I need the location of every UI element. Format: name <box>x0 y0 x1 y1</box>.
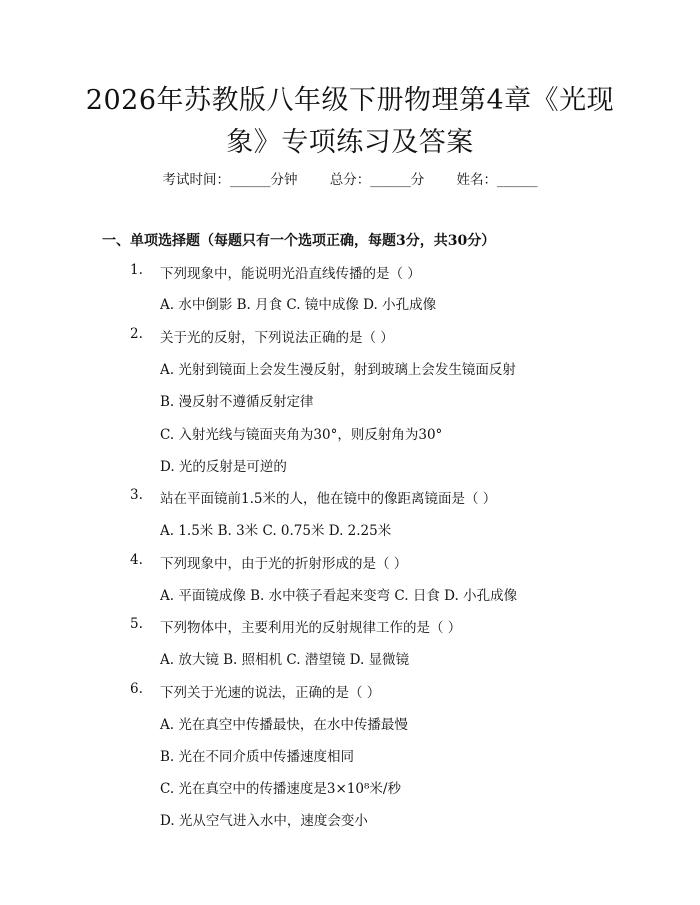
question-option: B. 漫反射不遵循反射定律 <box>160 394 314 410</box>
question-option: A. 光射到镜面上会发生漫反射，射到玻璃上会发生镜面反射 <box>160 362 516 378</box>
question-option: D. 光从空气进入水中，速度会变小 <box>160 813 368 829</box>
question-number: 4. <box>130 552 143 568</box>
total-score-field: 总分：______分 <box>329 172 425 188</box>
question-text: 关于光的反射，下列说法正确的是（ ） <box>160 330 394 346</box>
question-number: 1. <box>130 262 143 278</box>
document-title <box>60 80 640 164</box>
question-option: B. 光在不同介质中传播速度相同 <box>160 749 355 765</box>
question-number: 2. <box>130 326 143 342</box>
title-line-2: 象》专项练习及答案 <box>226 127 474 158</box>
question-option: A. 1.5米 B. 3米 C. 0.75米 D. 2.25米 <box>160 523 392 539</box>
question-number: 6. <box>130 681 143 697</box>
exam-time-field: 考试时间：______分钟 <box>162 172 298 188</box>
question-option: A. 水中倒影 B. 月食 C. 镜中成像 D. 小孔成像 <box>160 297 437 313</box>
question-option: A. 平面镜成像 B. 水中筷子看起来变弯 C. 日食 D. 小孔成像 <box>160 588 518 604</box>
question-option: C. 光在真空中的传播速度是3×10⁸米/秒 <box>160 781 401 797</box>
question-text: 下列现象中，能说明光沿直线传播的是（ ） <box>160 266 421 282</box>
exam-info-row <box>0 168 700 188</box>
question-number: 5. <box>130 616 143 632</box>
student-name-field: 姓名：______ <box>456 172 538 188</box>
question-text: 下列物体中，主要利用光的反射规律工作的是（ ） <box>160 620 462 636</box>
question-text: 下列现象中，由于光的折射形成的是（ ） <box>160 556 408 572</box>
question-option: C. 入射光线与镜面夹角为30°，则反射角为30° <box>160 427 443 443</box>
question-text: 站在平面镜前1.5米的人，他在镜中的像距离镜面是（ ） <box>160 491 497 507</box>
title-line-1: 2026年苏教版八年级下册物理第4章《光现 <box>85 85 615 116</box>
question-option: D. 光的反射是可逆的 <box>160 459 287 475</box>
question-option: A. 放大镜 B. 照相机 C. 潜望镜 D. 显微镜 <box>160 652 410 668</box>
question-number: 3. <box>130 487 143 503</box>
question-option: A. 光在真空中传播最快，在水中传播最慢 <box>160 717 408 733</box>
question-text: 下列关于光速的说法，正确的是（ ） <box>160 685 381 701</box>
section-heading: 一、单项选择题（每题只有一个选项正确，每题3分，共30分） <box>102 233 496 249</box>
